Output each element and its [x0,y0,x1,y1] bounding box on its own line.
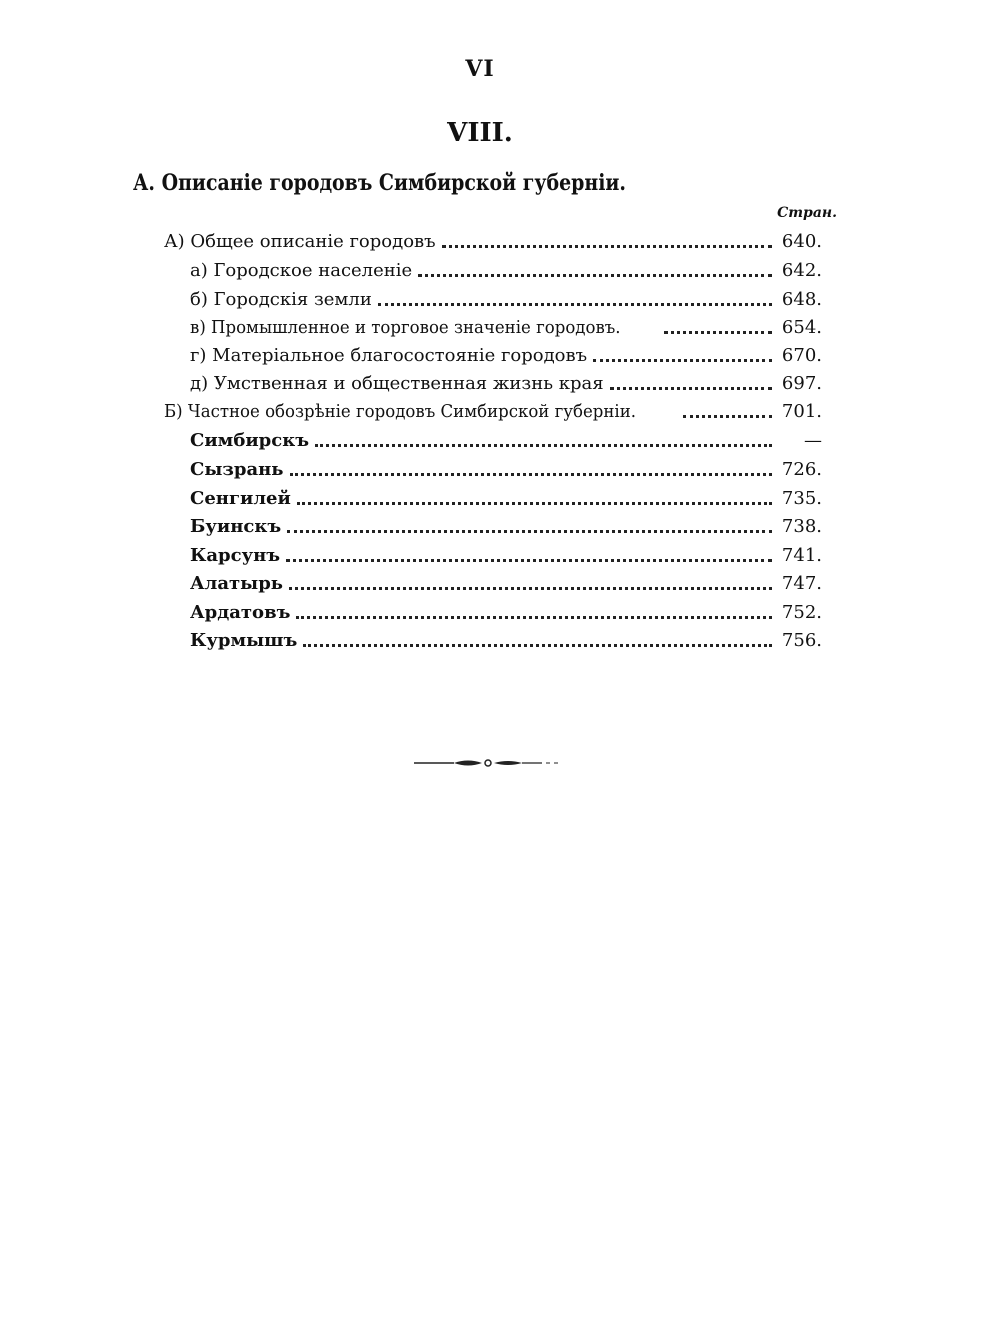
toc-entry-page: 640. [781,231,822,252]
toc-entry-page: 752. [781,602,822,623]
dot-leader [289,586,772,590]
toc-entry-label: Сенгилей [190,488,291,509]
toc-entry-page: — [804,430,822,451]
page-number: VI [465,56,495,82]
dot-leader [315,443,772,447]
toc-entry-label: А) Общее описаніе городовъ [164,231,436,252]
toc-entry [190,540,822,568]
toc-entry-page: 670. [781,345,822,366]
end-ornament [412,756,562,768]
toc-entry-label: Сызрань [190,459,284,480]
dot-leader [610,386,772,390]
toc-entry-page: 701. [781,401,822,422]
toc-entry-label: Б) Частное обозрѣніе городовъ Симбирской губерніи. [164,401,637,422]
toc-entry-label: Карсунъ [190,545,281,566]
toc-entry [190,284,822,312]
dot-leader [593,358,772,362]
toc-entry [164,396,822,424]
toc-entry [190,568,822,596]
toc-entry-label: Курмышъ [190,630,298,651]
toc-entry [190,340,822,368]
toc-entry-label: д) Умственная и общественная жизнь края [190,373,604,394]
toc-entry [190,425,822,453]
toc-entry-page: 642. [781,260,822,281]
toc-entry [164,226,822,254]
toc-entry [190,312,822,340]
dot-leader [683,414,772,418]
toc-entry [190,454,822,482]
toc-entry-label: Алатырь [190,573,284,594]
dot-leader [303,643,772,647]
toc-entry [190,483,822,511]
toc-entry-label: б) Городскія земли [190,289,372,310]
toc-entry-page: 738. [781,516,822,537]
dot-leader [297,501,772,505]
toc-entry-page: 756. [781,630,822,651]
toc-entry-page: 741. [781,545,822,566]
dot-leader [378,302,772,306]
dot-leader [664,330,772,334]
toc-entry-label: а) Городское населеніе [190,260,413,281]
toc-entry [190,511,822,539]
toc-entry-page: 654. [781,317,822,338]
dot-leader [418,273,772,277]
pages-column-header: Стран. [777,205,837,221]
dot-leader [442,244,772,248]
toc-entry-page: 697. [781,373,822,394]
toc-entry [190,625,822,653]
dot-leader [287,529,772,533]
toc-entry-label: Симбирскъ [190,430,310,451]
toc-entry-label: Буинскъ [190,516,282,537]
dot-leader [296,615,772,619]
dot-leader [290,472,773,476]
toc-entry-page: 747. [781,573,822,594]
toc-entry-label: в) Промышленное и торговое значеніе городовъ. [190,317,621,338]
dot-leader [286,558,772,562]
section-number: VIII. [447,118,513,148]
toc-entry [190,368,822,396]
toc-entry-label: Ардатовъ [190,602,291,623]
toc-entry [190,597,822,625]
toc-entry [190,255,822,283]
toc-entry-label: г) Матеріальное благосостояніе городовъ [190,345,588,366]
toc-entry-page: 648. [781,289,822,310]
toc-entry-page: 735. [781,488,822,509]
section-title: А. Описаніе городовъ Симбирской губерніи. [133,170,627,196]
toc-entry-page: 726. [781,459,822,480]
